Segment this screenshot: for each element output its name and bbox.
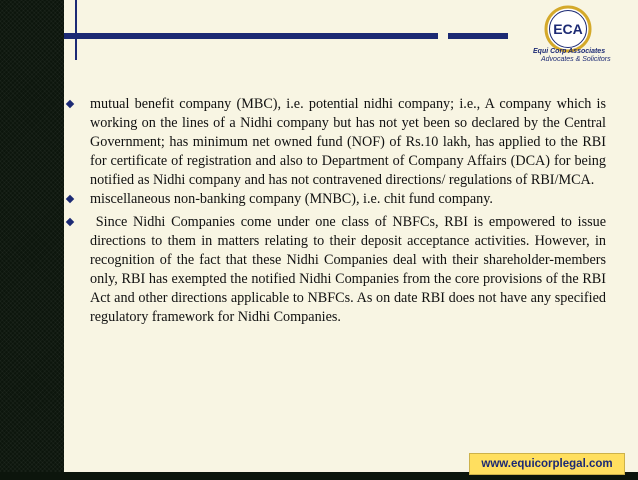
diamond-bullet-icon <box>66 218 74 226</box>
website-link[interactable]: www.equicorplegal.com <box>469 453 625 475</box>
vertical-accent-line <box>75 0 77 60</box>
bullet-item-rbi <box>66 213 610 327</box>
logo-tagline: Advocates & Solicitors <box>541 56 611 63</box>
left-sidebar-texture <box>0 0 64 480</box>
bullet-item-mnbc <box>66 190 606 209</box>
logo-initials: ECA <box>553 21 583 37</box>
logo-firm-name: Equi Corp Associates <box>533 48 606 55</box>
bullet-item-mbc <box>66 95 606 190</box>
diamond-bullet-icon <box>66 195 74 203</box>
eca-logo <box>533 5 633 63</box>
bullet-text: miscellaneous non-banking company (MNBC), i.e. chit fund company. <box>90 191 493 207</box>
diamond-bullet-icon <box>66 100 74 108</box>
header-rule-short <box>448 33 508 39</box>
eca-logo-emblem <box>544 5 592 53</box>
bullet-text: Since Nidhi Companies come under one class of NBFCs, RBI is empowered to issue directions to them in matters relating to their deposit acceptance activities. However, in recognition of the fact that these Nidhi Companies deal with their shareholder-members only, RBI has exempted the notified Nidhi Companies from the core provisions of the RBI Act and other directions applicable to NBFCs. As on date RBI does not have any specified regulatory framework for Nidhi Companies. <box>90 214 610 325</box>
header-rule-long <box>64 33 438 39</box>
bullet-text: mutual benefit company (MBC), i.e. potential nidhi company; i.e., A company which is working on the lines of a Nidhi company but has not yet been so declared by the Central Government; has minimum net owned fund (NOF) of Rs.10 lakh, has applied to the RBI for certificate of registration and also to Department of Company Affairs (DCA) for being notified as Nidhi company and has not contravened directions/ regulations of RBI/MCA. <box>90 96 606 188</box>
slide-content <box>66 95 610 327</box>
